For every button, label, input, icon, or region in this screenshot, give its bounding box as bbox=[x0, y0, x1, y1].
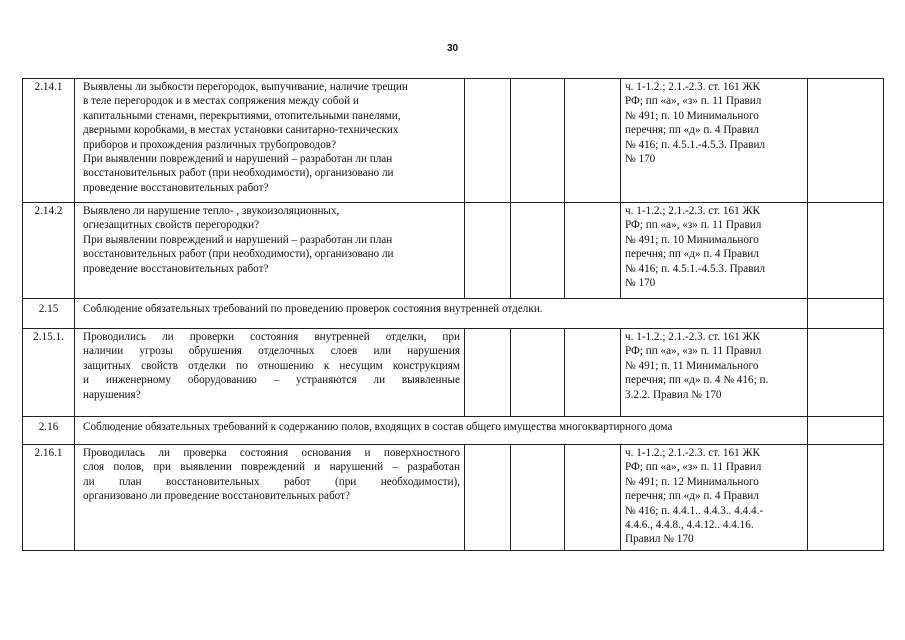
question-line: капитальными стенами, перекрытиями, отопительными панелями, bbox=[83, 109, 401, 122]
empty-cell bbox=[808, 417, 884, 445]
reference-line: 4.4.6., 4.4.8., 4.4.12.. 4.4.16. bbox=[625, 519, 754, 532]
reference-line: РФ; пп «а», «з» п. 11 Правил bbox=[625, 219, 762, 232]
question-line: слоя полов, при выявлении повреждений и нарушений – разработан bbox=[83, 461, 460, 474]
reference-line: № 170 bbox=[625, 153, 656, 166]
reference-line: перечня; пп «д» п. 4 Правил bbox=[625, 248, 759, 261]
question-line: организовано ли проведение восстановительных работ? bbox=[83, 490, 350, 503]
question-line: Выявлены ли зыбкости перегородок, выпучивание, наличие трещин bbox=[83, 81, 408, 93]
item-number: 2.15.1. bbox=[23, 329, 75, 417]
notes-cell bbox=[808, 445, 884, 551]
reference-line: № 491; п. 11 Минимального bbox=[625, 359, 759, 372]
section-row bbox=[23, 417, 884, 445]
question-text bbox=[75, 79, 465, 203]
answer-na-cell bbox=[565, 79, 621, 203]
question-line: восстановительных работ (при необходимости), организовано ли bbox=[83, 167, 394, 180]
legal-reference bbox=[621, 445, 808, 551]
question-text bbox=[75, 329, 465, 417]
question-line: защитных свойств отделки по отношению к несущим конструкциям bbox=[83, 359, 460, 372]
question-line: и инженерному оборудованию – устраняются ли выявленные bbox=[83, 374, 460, 387]
answer-yes-cell bbox=[465, 203, 511, 299]
answer-yes-cell bbox=[465, 445, 511, 551]
legal-reference bbox=[621, 329, 808, 417]
reference-line: ч. 1-1.2.; 2.1.-2.3. ст. 161 ЖК bbox=[625, 447, 760, 459]
question-line: ли план восстановительных работ (при необходимости), bbox=[83, 475, 460, 488]
table-body bbox=[23, 79, 884, 551]
question-line: проведение восстановительных работ? bbox=[83, 262, 269, 275]
question-line: нарушения? bbox=[83, 388, 141, 401]
item-number: 2.15 bbox=[23, 299, 75, 329]
reference-line: перечня; пп «д» п. 4 № 416; п. bbox=[625, 374, 769, 387]
answer-yes-cell bbox=[465, 329, 511, 417]
question-line: проведение восстановительных работ? bbox=[83, 181, 269, 194]
question-line: При выявлении повреждений и нарушений – разработан ли план bbox=[83, 153, 393, 166]
item-number: 2.16 bbox=[23, 417, 75, 445]
notes-cell bbox=[808, 329, 884, 417]
answer-no-cell bbox=[511, 329, 565, 417]
question-line: Проводилась ли проверка состояния основания и поверхностного bbox=[83, 447, 460, 459]
empty-cell bbox=[808, 299, 884, 329]
question-line: Проводились ли проверки состояния внутренней отделки, при bbox=[83, 331, 460, 343]
question-line: Выявлено ли нарушение тепло- , звукоизоляционных, bbox=[83, 205, 340, 217]
reference-line: № 416; п. 4.4.1.. 4.4.3.. 4.4.4.- bbox=[625, 504, 764, 517]
table-row bbox=[23, 79, 884, 203]
question-line: При выявлении повреждений и нарушений – разработан ли план bbox=[83, 233, 393, 246]
question-line: восстановительных работ (при необходимости), организовано ли bbox=[83, 248, 394, 261]
legal-reference bbox=[621, 79, 808, 203]
legal-reference bbox=[621, 203, 808, 299]
section-title: Соблюдение обязательных требований по проведению проверок состояния внутренней отделки. bbox=[75, 299, 808, 329]
answer-no-cell bbox=[511, 79, 565, 203]
question-text bbox=[75, 203, 465, 299]
question-text bbox=[75, 445, 465, 551]
reference-line: ч. 1-1.2.; 2.1.-2.3. ст. 161 ЖК bbox=[625, 331, 760, 343]
item-number: 2.14.1 bbox=[23, 79, 75, 203]
reference-line: № 491; п. 10 Минимального bbox=[625, 109, 759, 122]
reference-line: 3.2.2. Правил № 170 bbox=[625, 388, 722, 401]
reference-line: № 416; п. 4.5.1.-4.5.3. Правил bbox=[625, 138, 766, 151]
notes-cell bbox=[808, 203, 884, 299]
item-number: 2.16.1 bbox=[23, 445, 75, 551]
reference-line: перечня; пп «д» п. 4 Правил bbox=[625, 490, 759, 503]
reference-line: ч. 1-1.2.; 2.1.-2.3. ст. 161 ЖК bbox=[625, 205, 760, 217]
reference-line: перечня; пп «д» п. 4 Правил bbox=[625, 124, 759, 137]
answer-na-cell bbox=[565, 329, 621, 417]
section-title: Соблюдение обязательных требований к содержанию полов, входящих в состав общего имущества многоквартирного дома bbox=[75, 417, 808, 445]
table-row bbox=[23, 445, 884, 551]
question-line: наличии угрозы обрушения отделочных слоев или нарушения bbox=[83, 345, 460, 358]
reference-line: № 170 bbox=[625, 277, 656, 290]
reference-line: № 416; п. 4.5.1.-4.5.3. Правил bbox=[625, 262, 766, 275]
answer-na-cell bbox=[565, 203, 621, 299]
reference-line: РФ; пп «а», «з» п. 11 Правил bbox=[625, 461, 762, 474]
question-line: огнезащитных свойств перегородки? bbox=[83, 219, 260, 232]
answer-no-cell bbox=[511, 203, 565, 299]
question-line: дверными коробками, в местах установки санитарно-технических bbox=[83, 124, 399, 137]
page-number: 30 bbox=[446, 43, 459, 54]
table-row bbox=[23, 203, 884, 299]
item-number: 2.14.2 bbox=[23, 203, 75, 299]
reference-line: Правил № 170 bbox=[625, 533, 694, 546]
reference-line: № 491; п. 10 Минимального bbox=[625, 233, 759, 246]
answer-no-cell bbox=[511, 445, 565, 551]
answer-yes-cell bbox=[465, 79, 511, 203]
question-line: в теле перегородок и в местах сопряжения между собой и bbox=[83, 95, 359, 108]
reference-line: № 491; п. 12 Минимального bbox=[625, 475, 759, 488]
question-line: приборов и прохождения различных трубопроводов? bbox=[83, 138, 337, 151]
reference-line: ч. 1-1.2.; 2.1.-2.3. ст. 161 ЖК bbox=[625, 81, 760, 93]
table-row bbox=[23, 329, 884, 417]
checklist-table bbox=[22, 78, 884, 551]
notes-cell bbox=[808, 79, 884, 203]
answer-na-cell bbox=[565, 445, 621, 551]
section-row bbox=[23, 299, 884, 329]
reference-line: РФ; пп «а», «з» п. 11 Правил bbox=[625, 345, 762, 358]
reference-line: РФ; пп «а», «з» п. 11 Правил bbox=[625, 95, 762, 108]
